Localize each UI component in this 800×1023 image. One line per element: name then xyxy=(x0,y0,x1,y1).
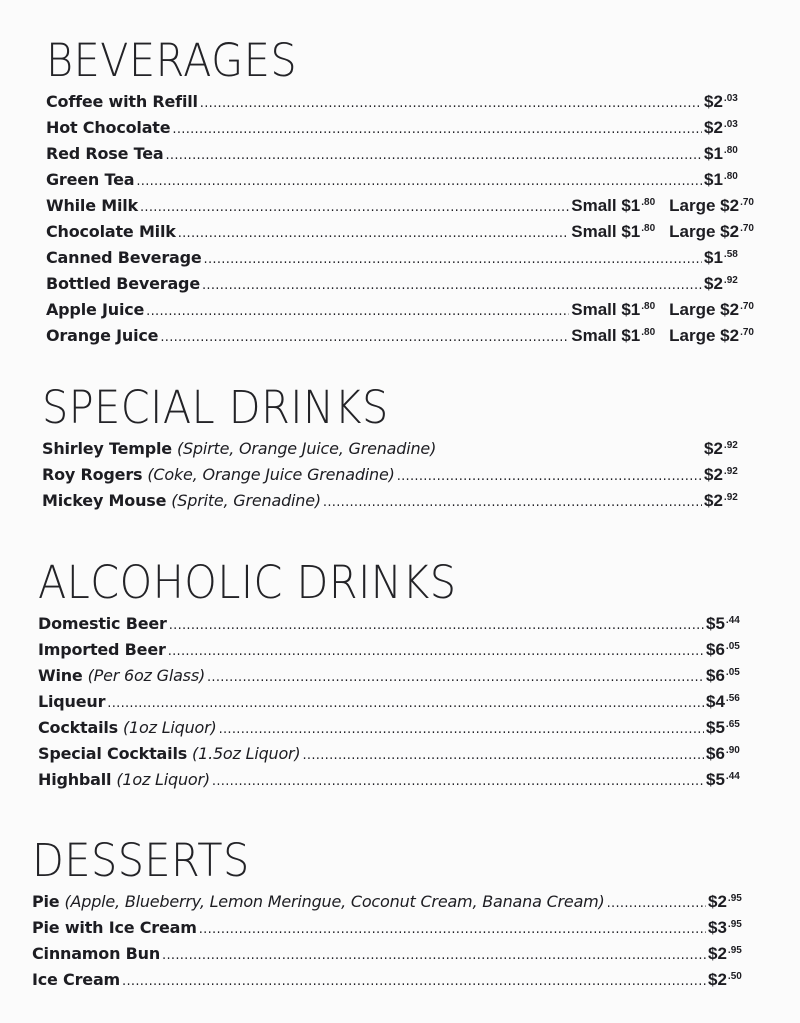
item-name: Pie xyxy=(32,892,60,911)
item-name: Coffee with Refill xyxy=(46,92,198,111)
item-name: While Milk xyxy=(46,196,138,215)
item-name: Canned Beverage xyxy=(46,248,202,267)
item-price: $\$2^{.92}$ xyxy=(704,491,738,510)
item-price: $\$6^{.90}$ xyxy=(706,744,740,763)
item-price: $\$2^{.92}$ xyxy=(704,274,738,293)
item-price: $\$2^{.03}$ xyxy=(704,92,738,111)
item-price: $\$1^{.58}$ xyxy=(704,248,738,267)
item-price: $\$5^{.44}$ xyxy=(706,770,740,789)
item-name: Orange Juice xyxy=(46,326,159,345)
large-price: Large $\$2^{.70}$ xyxy=(669,196,754,215)
dot-leader xyxy=(323,490,702,516)
item-description: (Coke, Orange Juice Grenadine) xyxy=(147,465,395,484)
item-name: Domestic Beer xyxy=(38,614,167,633)
item-name: Pie with Ice Cream xyxy=(32,918,197,937)
dot-leader xyxy=(160,325,569,351)
dot-leader xyxy=(219,717,704,743)
menu-item-domestic-beer xyxy=(38,608,756,634)
dot-leader xyxy=(162,943,706,969)
small-price: Small $\$1^{.80}$ xyxy=(571,300,656,319)
dot-leader xyxy=(107,691,704,717)
dot-leader xyxy=(204,247,702,273)
section-special-drinks xyxy=(42,381,754,511)
dot-leader xyxy=(140,195,569,221)
item-price: $\$2^{.95}$ xyxy=(708,892,742,911)
item-name: Ice Cream xyxy=(32,970,121,989)
item-price: $\$5^{.65}$ xyxy=(706,718,740,737)
menu-item-shirley-temple xyxy=(42,433,754,459)
section-title: ALCOHOLIC DRINKS xyxy=(38,556,457,609)
size-prices xyxy=(571,294,754,323)
large-price: Large $\$2^{.70}$ xyxy=(669,300,754,319)
small-price: Small $\$1^{.80}$ xyxy=(571,196,656,215)
dot-leader xyxy=(207,665,704,691)
item-name: Special Cocktails xyxy=(38,744,188,763)
item-price: $\$3^{.95}$ xyxy=(708,918,742,937)
section-alcoholic-drinks xyxy=(38,556,756,790)
item-name: Red Rose Tea xyxy=(46,144,164,163)
item-name: Bottled Beverage xyxy=(46,274,200,293)
item-price: $\$2^{.95}$ xyxy=(708,944,742,963)
item-price: $\$5^{.44}$ xyxy=(706,614,740,633)
menu-item-coffee-with-refill xyxy=(46,86,754,112)
size-prices xyxy=(571,190,754,219)
item-name: Apple Juice xyxy=(46,300,145,319)
dot-leader xyxy=(607,891,706,917)
dot-leader xyxy=(302,743,704,769)
small-price: Small $\$1^{.80}$ xyxy=(571,326,656,345)
item-price: $\$2^{.92}$ xyxy=(704,439,738,458)
dot-leader xyxy=(397,464,702,490)
item-name: Chocolate Milk xyxy=(46,222,176,241)
section-desserts xyxy=(32,834,758,990)
item-price: $\$1^{.80}$ xyxy=(704,170,738,189)
dot-leader xyxy=(212,769,704,795)
item-name: Cocktails xyxy=(38,718,118,737)
dot-leader xyxy=(169,613,704,639)
item-price: $\$2^{.92}$ xyxy=(704,465,738,484)
item-description: (1oz Liquor) xyxy=(116,770,210,789)
menu-item-roy-rogers xyxy=(42,459,754,485)
size-prices xyxy=(571,216,754,245)
small-price: Small $\$1^{.80}$ xyxy=(571,222,656,241)
dot-leader xyxy=(199,917,706,943)
item-description: (Sprite, Grenadine) xyxy=(171,491,321,510)
dot-leader xyxy=(146,299,569,325)
section-beverages xyxy=(46,34,754,346)
large-price: Large $\$2^{.70}$ xyxy=(669,222,754,241)
item-name: Highball xyxy=(38,770,112,789)
section-title: SPECIAL DRINKS xyxy=(42,381,389,434)
section-title: BEVERAGES xyxy=(46,34,298,87)
item-name: Cinnamon Bun xyxy=(32,944,161,963)
item-name: Liqueur xyxy=(38,692,106,711)
dot-leader xyxy=(168,639,704,665)
item-price: $\$1^{.80}$ xyxy=(704,144,738,163)
dot-leader xyxy=(166,143,703,169)
item-description: (Apple, Blueberry, Lemon Meringue, Coconut Cream, Banana Cream) xyxy=(64,892,605,911)
item-description: (1.5oz Liquor) xyxy=(192,744,301,763)
dot-leader xyxy=(200,91,702,117)
item-name: Imported Beer xyxy=(38,640,166,659)
item-description: (Per 6oz Glass) xyxy=(87,666,205,685)
item-name: Shirley Temple xyxy=(42,439,172,458)
item-price: $\$2^{.50}$ xyxy=(708,970,742,989)
item-price: $\$6^{.05}$ xyxy=(706,640,740,659)
item-name: Roy Rogers xyxy=(42,465,143,484)
item-description: (1oz Liquor) xyxy=(123,718,217,737)
item-name: Hot Chocolate xyxy=(46,118,171,137)
large-price: Large $\$2^{.70}$ xyxy=(669,326,754,345)
item-price: $\$2^{.03}$ xyxy=(704,118,738,137)
section-title: DESSERTS xyxy=(32,834,250,887)
dot-leader xyxy=(178,221,570,247)
size-prices xyxy=(571,320,754,349)
item-name: Green Tea xyxy=(46,170,135,189)
item-price: $\$6^{.05}$ xyxy=(706,666,740,685)
item-name: Wine xyxy=(38,666,83,685)
dot-leader xyxy=(122,969,706,995)
menu-item-pie xyxy=(32,886,758,912)
dot-leader xyxy=(172,117,702,143)
item-price: $\$4^{.56}$ xyxy=(706,692,740,711)
item-description: (Spirte, Orange Juice, Grenadine) xyxy=(176,439,437,458)
item-name: Mickey Mouse xyxy=(42,491,167,510)
